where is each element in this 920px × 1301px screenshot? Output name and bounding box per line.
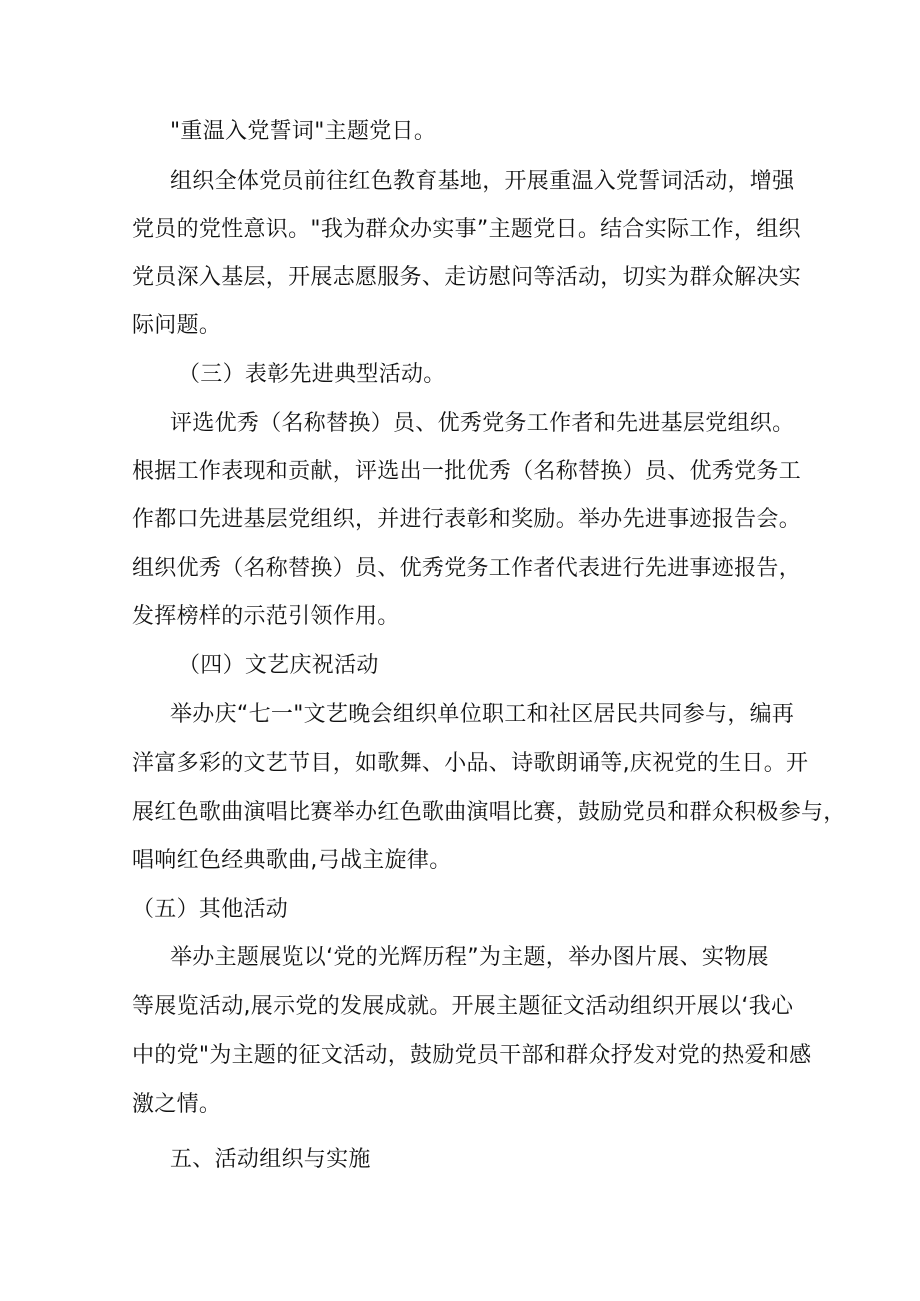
text-line: 党员深入基层，开展志愿服务、走访慰问等活动，切实为群众解决实 (132, 265, 802, 290)
text-line: 举办庆“七一"文艺晚会组织单位职工和社区居民共同参与，编再 (170, 702, 795, 727)
text-line: 唱响红色经典歌曲,弓战主旋律。 (132, 848, 452, 873)
text-line: 等展览活动,展示党的发展成就。开展主题征文活动组织开展以‘我心 (132, 994, 794, 1019)
text-line: 际问题。 (132, 313, 222, 338)
text-line: 根据工作表现和贡献，评选出一批优秀（名称替换）员、优秀党务工 (132, 459, 802, 484)
section-heading: （三）表彰先进典型活动。 (178, 362, 446, 387)
text-line: 作都口先进基层党组织，并进行表彰和奖励。举办先进事迹报告会。 (132, 507, 802, 532)
text-line: 激之情。 (132, 1092, 222, 1117)
section-heading: （五）其他活动 (132, 897, 289, 922)
text-line: 洋富多彩的文艺节目，如歌舞、小品、诗歌朗诵等,庆祝党的生日。开 (132, 751, 809, 776)
text-line: 组织全体党员前往红色教育基地，开展重温入党誓词活动，增强 (170, 169, 795, 194)
text-line: 举办主题展览以‘党的光辉历程”为主题，举办图片展、实物展 (170, 945, 769, 970)
text-line: 组织优秀（名称替换）员、优秀党务工作者代表进行先进事迹报告， (132, 556, 802, 581)
text-line: 展红色歌曲演唱比赛举办红色歌曲演唱比赛，鼓励党员和群众积极参与， (132, 800, 846, 825)
text-line: 发挥榜样的示范引领作用。 (132, 604, 400, 629)
text-line: 评选优秀（名称替换）员、优秀党务工作者和先进基层党组织。 (170, 411, 795, 436)
chapter-heading: 五、活动组织与实施 (170, 1147, 371, 1172)
section-heading: （四）文艺庆祝活动 (178, 653, 379, 678)
text-line: 党员的党性意识。"我为群众办实事”主题党日。结合实际工作，组织 (132, 217, 801, 242)
text-line: 中的党"为主题的征文活动，鼓励党员干部和群众抒发对党的热爱和感 (132, 1043, 812, 1068)
text-line: "重温入党誓词"主题党日。 (170, 119, 437, 144)
